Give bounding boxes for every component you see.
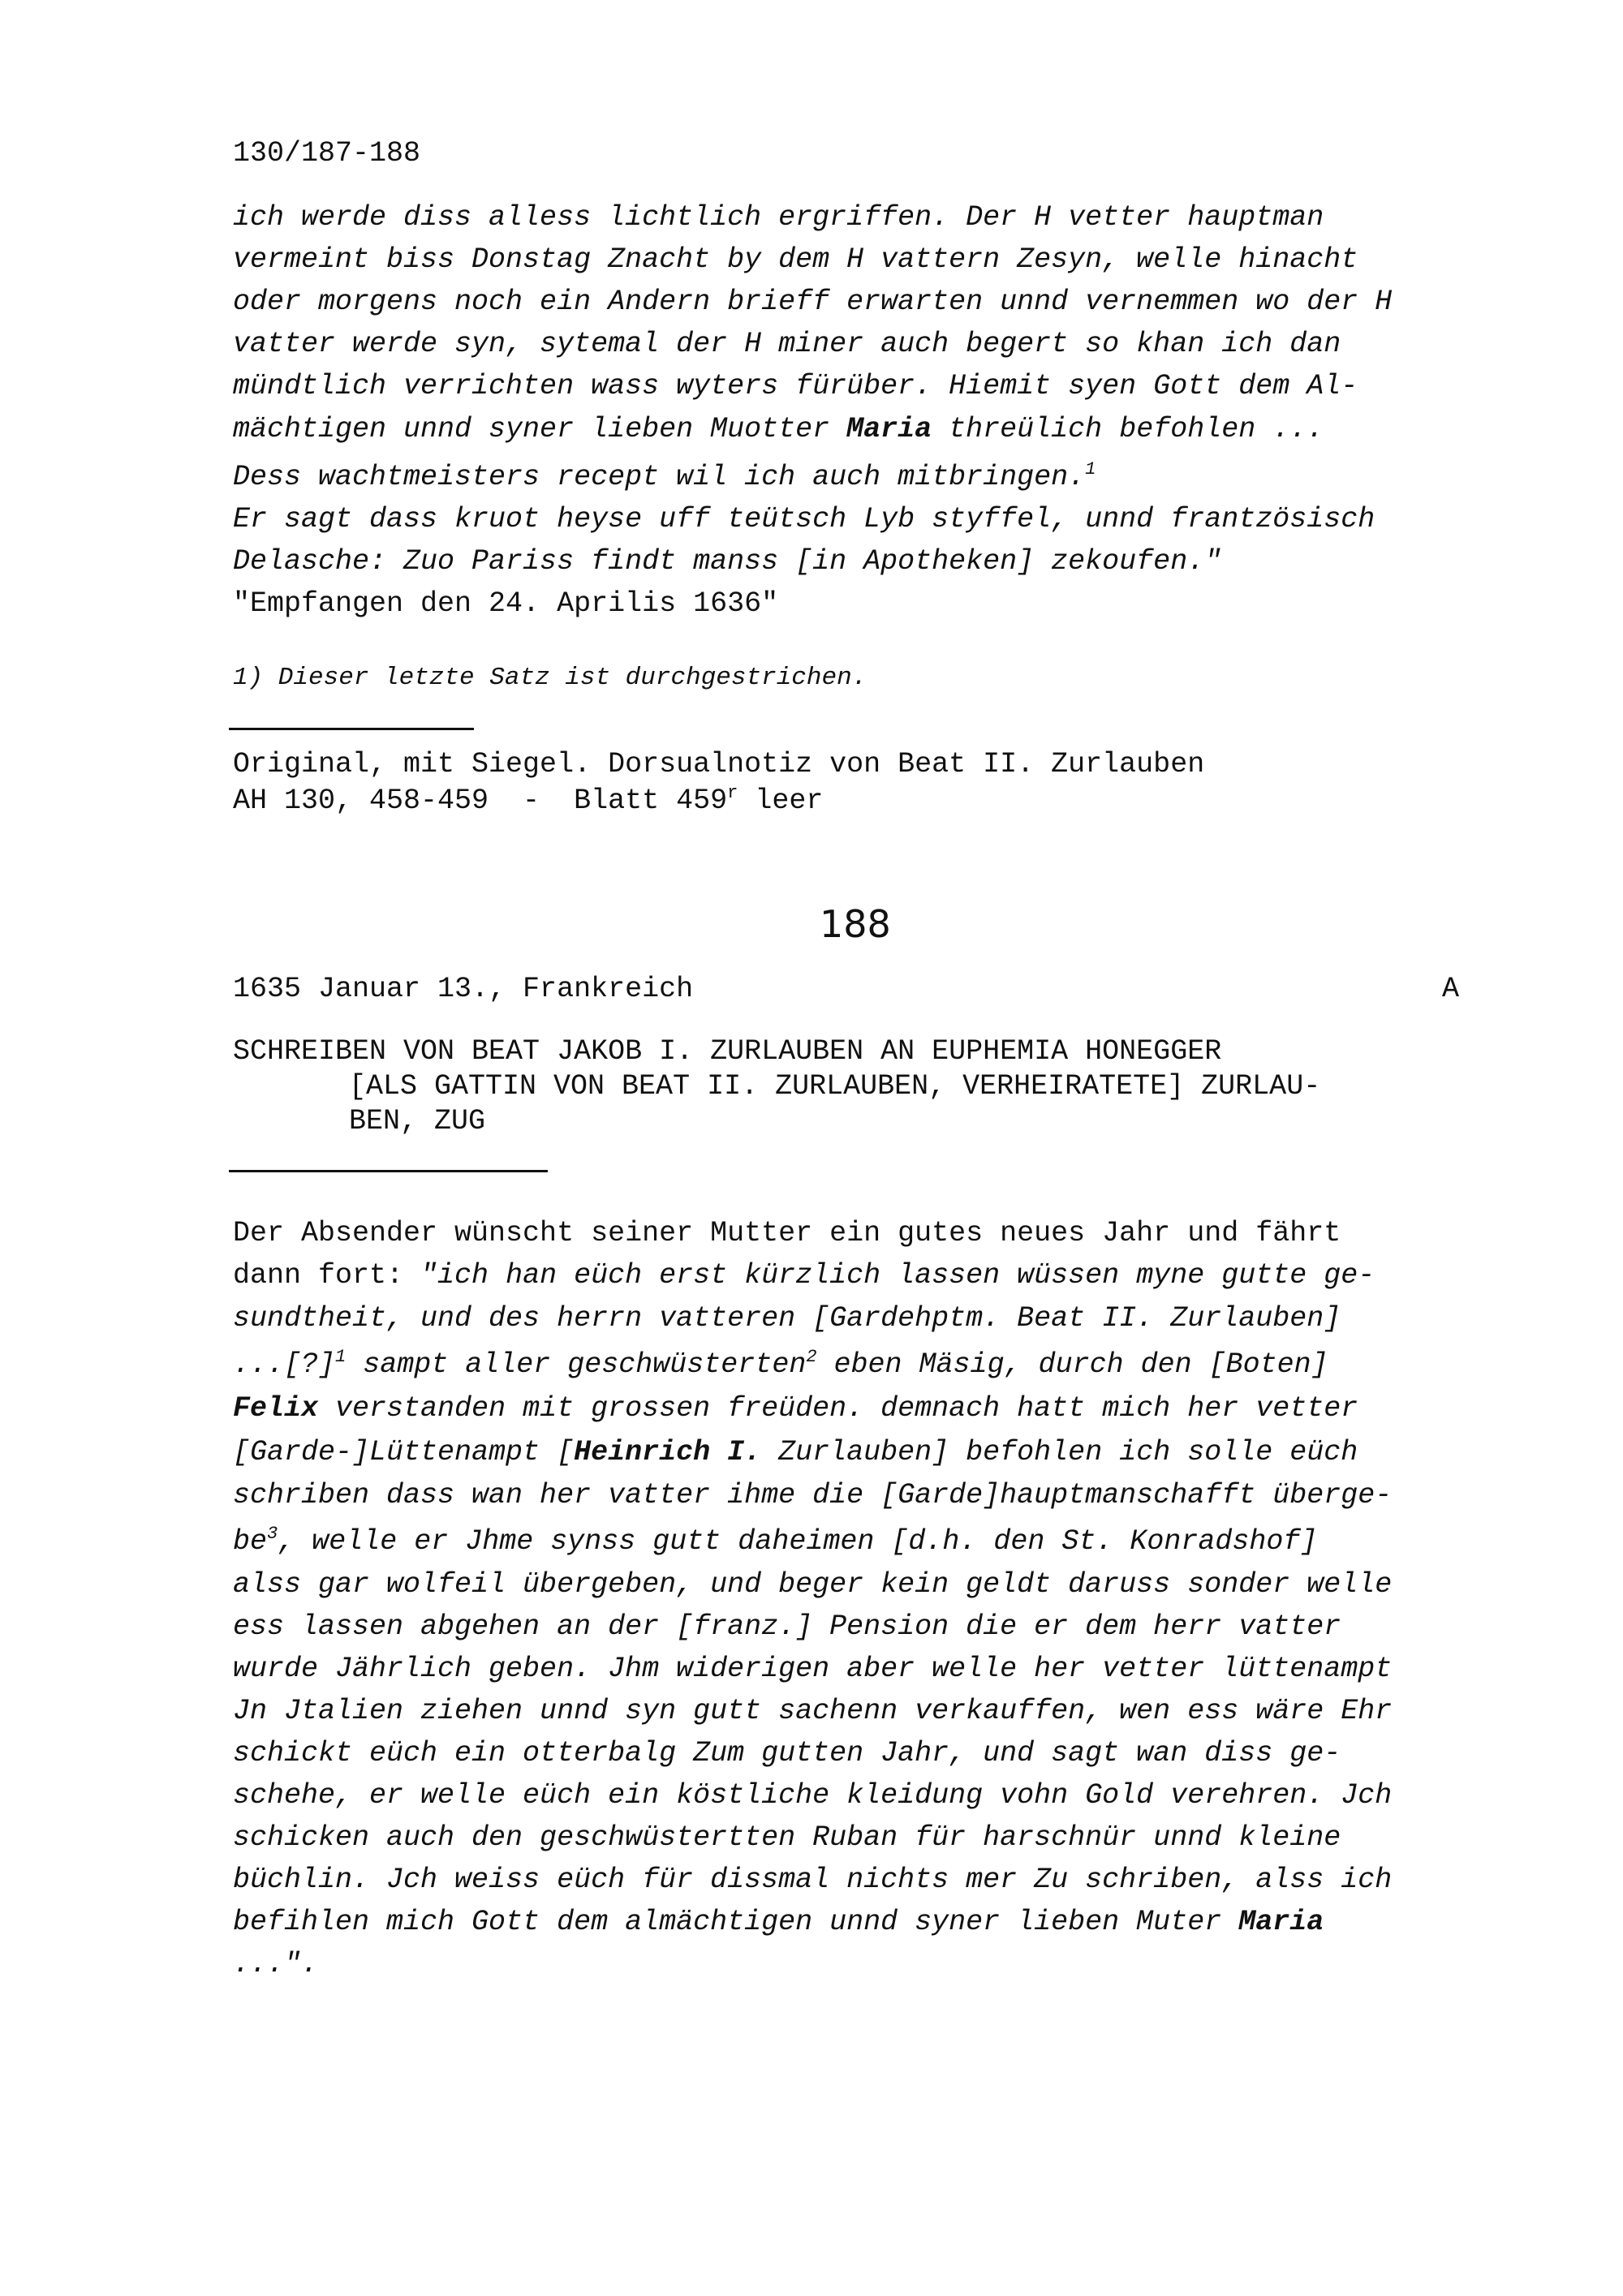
text-line: schicken auch den geschwüstertten Ruban für harschnür unnd kleine	[233, 1821, 1341, 1854]
text-segment: leer	[738, 785, 824, 817]
text-segment: sampt aller geschwüsterten	[346, 1348, 807, 1381]
text-line	[233, 1344, 1328, 1386]
footnote-marker: 2	[806, 1347, 817, 1367]
text-segment: Zurlauben] befohlen ich solle eüch	[761, 1436, 1358, 1468]
text-segment: dann fort:	[233, 1259, 421, 1292]
entry-title-line: [ALS GATTIN VON BEAT II. ZURLAUBEN, VERHEIRATETE] ZURLAU-	[349, 1070, 1321, 1103]
footnote-marker: 1	[335, 1347, 347, 1367]
text-line: schriben dass wan her vatter ihme die [Garde]hauptmanschafft überge-	[233, 1479, 1393, 1511]
text-segment: be	[233, 1525, 268, 1558]
text-line: oder morgens noch ein Andern brieff erwarten unnd vernemmen wo der H	[233, 286, 1393, 318]
footnote-marker: 1	[1085, 459, 1096, 479]
text-line: ess lassen abgehen an der [franz.] Pension die er dem herr vatter	[233, 1610, 1341, 1643]
text-line: alss gar wolfeil übergeben, und beger kein geldt daruss sonder welle	[233, 1568, 1393, 1601]
name-maria: Maria	[1238, 1906, 1324, 1938]
separator-rule	[229, 728, 474, 730]
text-line: Delasche: Zuo Pariss findt manss [in Apotheken] zekoufen."	[233, 545, 1222, 578]
quote-segment: "ich han eüch erst kürzlich lassen wüssen myne gutte ge-	[420, 1259, 1375, 1292]
text-line	[233, 408, 1324, 450]
name-heinrich: Heinrich I.	[574, 1436, 762, 1468]
text-segment: AH 130, 458-459 - Blatt 459	[233, 785, 728, 817]
text-line: wurde Jährlich geben. Jhm widerigen aber welle her vetter lüttenampt	[233, 1653, 1393, 1685]
text-line: Der Absender wünscht seiner Mutter ein gutes neues Jahr und fährt	[233, 1217, 1341, 1249]
text-segment: , welle er Jhme synss gutt daheimen [d.h. den St. Konradshof]	[278, 1525, 1318, 1558]
text-line: sundtheit, und des herrn vatteren [Gardehptm. Beat II. Zurlauben]	[233, 1302, 1341, 1335]
entry-date-place: 1635 Januar 13., Frankreich	[233, 973, 694, 1005]
text-line: ich werde diss alless lichtlich ergriffen. Der H vetter hauptman	[233, 201, 1324, 234]
text-line: schickt eüch ein otterbalg Zum gutten Jahr, und sagt wan diss ge-	[233, 1737, 1341, 1769]
text-segment: Dess wachtmeisters recept wil ich auch mitbringen.	[233, 461, 1086, 493]
superscript: r	[727, 783, 738, 803]
text-line: ...".	[233, 1948, 319, 1980]
entry-title-line: SCHREIBEN VON BEAT JAKOB I. ZURLAUBEN AN EUPHEMIA HONEGGER	[233, 1035, 1222, 1068]
text-line: vermeint biss Donstag Znacht by dem H vattern Zesyn, welle hinacht	[233, 243, 1358, 276]
text-line	[233, 1901, 1324, 1943]
text-segment: [Garde-]Lüttenampt [	[233, 1436, 575, 1468]
text-line: mündtlich verrichten wass wyters fürüber. Hiemit syen Gott dem Al-	[233, 370, 1358, 402]
text-line: Er sagt dass kruot heyse uff teütsch Lyb styffel, unnd frantzösisch	[233, 503, 1375, 535]
text-segment: verstanden mit grossen freüden. demnach hatt mich her vetter	[318, 1392, 1358, 1425]
name-maria: Maria	[846, 413, 932, 445]
entry-title-line: BEN, ZUG	[349, 1105, 486, 1137]
page-reference: 130/187-188	[233, 137, 421, 170]
text-line	[233, 1520, 1317, 1563]
footnote: 1) Dieser letzte Satz ist durchgestrichen.	[233, 664, 867, 692]
text-segment: mächtigen unnd syner lieben Muotter	[233, 413, 847, 445]
text-line: schehe, er welle eüch ein köstliche kleidung vohn Gold verehren. Jch	[233, 1779, 1393, 1812]
received-note: "Empfangen den 24. Aprilis 1636"	[233, 587, 779, 620]
entry-grade: A	[1442, 973, 1460, 1005]
source-note: Original, mit Siegel. Dorsualnotiz von Beat II. Zurlauben	[233, 748, 1205, 780]
text-segment: befihlen mich Gott dem almächtigen unnd syner lieben Muter	[233, 1906, 1239, 1938]
text-line	[233, 1254, 1375, 1296]
separator-rule	[229, 1170, 548, 1172]
text-segment: eben Mäsig, durch den [Boten]	[816, 1348, 1328, 1381]
text-line: büchlin. Jch weiss eüch für dissmal nichts mer Zu schriben, alss ich	[233, 1864, 1393, 1896]
footnote-marker: 3	[267, 1524, 278, 1544]
archive-reference	[233, 780, 823, 822]
text-line: vatter werde syn, sytemal der H miner auch begert so khan ich dan	[233, 328, 1341, 360]
text-line: Jn Jtalien ziehen unnd syn gutt sachenn verkauffen, wen ess wäre Ehr	[233, 1695, 1393, 1727]
text-line	[233, 456, 1096, 498]
entry-number: 188	[820, 902, 891, 946]
text-line	[233, 1431, 1358, 1473]
text-segment: threülich befohlen ...	[932, 413, 1324, 445]
text-segment: ...[?]	[233, 1348, 336, 1381]
text-line	[233, 1387, 1358, 1430]
name-felix: Felix	[233, 1392, 319, 1425]
